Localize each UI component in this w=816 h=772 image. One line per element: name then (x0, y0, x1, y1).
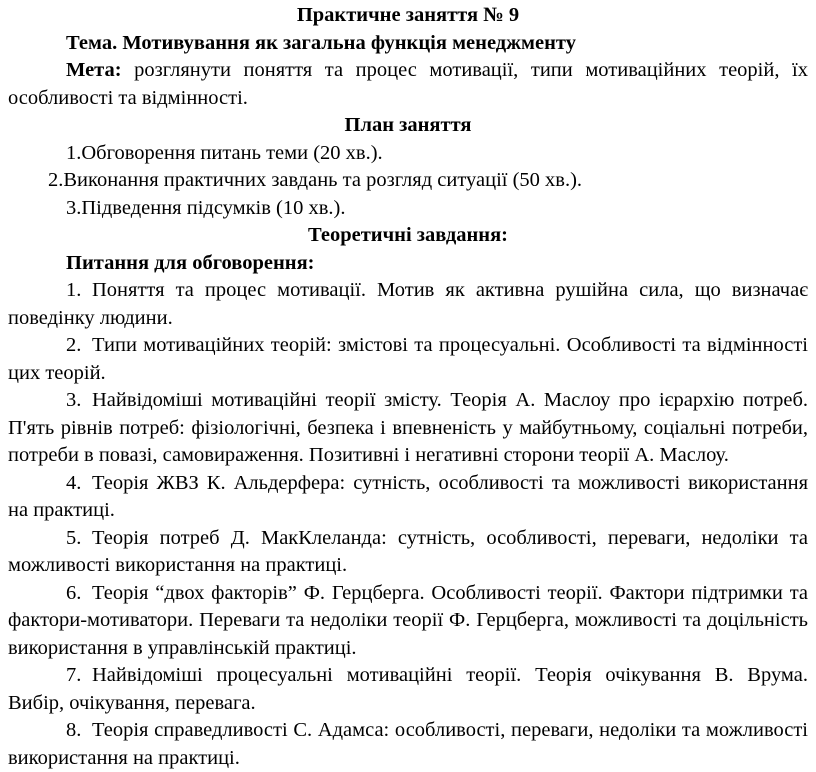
question-text: Найвідоміші мотиваційні теорії змісту. Теорія А. Маслоу про ієрархію потреб. П'ять рівнів потреб: фізіологічні, безпека і впевненість у майбутньому, соціальні потреби, потреби в повазі, самовираження. Позитивні і негативні сторони теорії А. Маслоу. (8, 389, 808, 466)
question-item (8, 580, 808, 663)
theory-heading: Теоретичні завдання: (307, 224, 509, 246)
question-text: Теорія потреб Д. МакКлеланда: сутність, особливості, переваги, недоліки та можливості використання на практиці. (8, 526, 808, 576)
question-item (8, 470, 808, 525)
question-text: Типи мотиваційних теорій: змістові та процесуальні. Особливості та відмінності цих теорій. (8, 334, 808, 384)
question-number: 5. (66, 526, 82, 549)
topic-line: Тема. Мотивування як загальна функція менеджменту (66, 31, 576, 54)
plan-item (8, 140, 808, 168)
goal-paragraph (8, 57, 808, 112)
plan-item (8, 195, 808, 223)
question-item (8, 332, 808, 387)
plan-item-text: Підведення підсумків (10 хв.). (81, 196, 346, 219)
question-text: Теорія ЖВЗ К. Альдерфера: сутність, особливості та можливості використання на практиці. (8, 471, 808, 521)
question-number: 4. (66, 471, 82, 494)
question-text: Поняття та процес мотивації. Мотив як активна рушійна сила, що визначає поведінку людини. (8, 279, 808, 329)
question-item (8, 387, 808, 470)
plan-item-number: 2. (48, 169, 64, 191)
goal-text: розглянути поняття та процес мотивації, типи мотиваційних теорій, їх особливості та відмінності. (8, 59, 808, 109)
question-number: 2. (66, 334, 82, 356)
question-item (8, 525, 808, 580)
question-number: 3. (66, 389, 82, 411)
plan-heading: План заняття (344, 114, 472, 136)
plan-item (8, 167, 808, 195)
question-text: Теорія справедливості С. Адамса: особливості, переваги, недоліки та можливості використання на практиці. (8, 719, 808, 769)
question-number: 6. (66, 581, 82, 604)
question-number: 1. (66, 279, 82, 301)
plan-item-number: 3. (66, 196, 82, 219)
plan-item-number: 1. (66, 141, 82, 164)
discussion-subheading: Питання для обговорення: (66, 251, 315, 274)
question-item (8, 717, 808, 772)
question-text: Найвідоміші процесуальні мотиваційні теорії. Теорія очікування В. Врума. Вибір, очікування, перевага. (8, 664, 808, 714)
page-title: Практичне заняття № 9 (296, 4, 520, 26)
question-item (8, 277, 808, 332)
plan-item-text: Виконання практичних завдань та розгляд ситуації (50 хв.). (63, 169, 583, 191)
goal-label: Мета: (66, 59, 122, 81)
question-text: Теорія “двох факторів” Ф. Герцберга. Особливості теорії. Фактори підтримки та фактори-мотиватори. Переваги та недоліки теорії Ф. Герцберга, можливості та доцільність використання в управлінській практиці. (8, 581, 808, 659)
question-number: 8. (66, 719, 82, 741)
question-number: 7. (66, 664, 82, 686)
plan-item-text: Обговорення питань теми (20 хв.). (81, 141, 383, 164)
question-item (8, 662, 808, 717)
